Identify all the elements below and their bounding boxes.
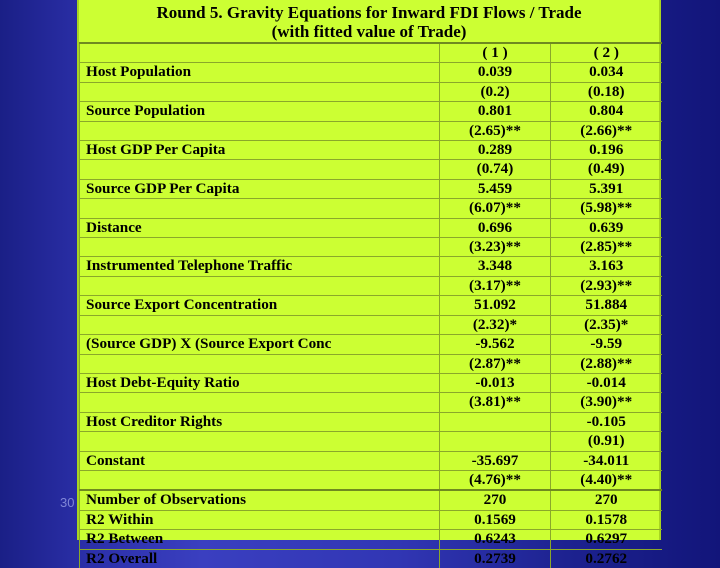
column-header-2: ( 2 ) [551, 43, 662, 63]
table-row [80, 393, 662, 412]
row-label: Host Creditor Rights [80, 412, 440, 431]
row-label [80, 276, 440, 295]
row-label [80, 82, 440, 101]
cell-col-2: 0.804 [551, 102, 662, 121]
cell-col-1 [440, 412, 551, 431]
table-row [80, 179, 662, 198]
cell-col-1: (2.65)** [440, 121, 551, 140]
stats-col-2: 0.2762 [551, 549, 662, 568]
cell-col-1: 51.092 [440, 296, 551, 315]
slide-number: 30 [60, 495, 75, 510]
cell-col-2: 0.196 [551, 141, 662, 160]
stats-col-2: 0.6297 [551, 530, 662, 549]
cell-col-1: 0.289 [440, 141, 551, 160]
cell-col-2: (3.90)** [551, 393, 662, 412]
stats-label: R2 Within [80, 510, 440, 529]
regression-table [79, 42, 662, 568]
column-header-1: ( 1 ) [440, 43, 551, 63]
table-row [80, 257, 662, 276]
cell-col-2: (2.35)* [551, 315, 662, 334]
stats-col-1: 0.1569 [440, 510, 551, 529]
stats-col-1: 270 [440, 490, 551, 510]
table-row [80, 373, 662, 392]
table-title-line-1: Round 5. Gravity Equations for Inward FDI Flows / Trade [156, 3, 582, 22]
cell-col-1: -0.013 [440, 373, 551, 392]
row-label: Source Export Concentration [80, 296, 440, 315]
cell-col-2: -34.011 [551, 451, 662, 470]
table-row [80, 412, 662, 431]
cell-col-2: (4.40)** [551, 470, 662, 490]
cell-col-2: -0.014 [551, 373, 662, 392]
row-label: Source GDP Per Capita [80, 179, 440, 198]
stats-col-1: 0.6243 [440, 530, 551, 549]
cell-col-2: (5.98)** [551, 199, 662, 218]
table-row [80, 102, 662, 121]
cell-col-2: 0.034 [551, 63, 662, 82]
cell-col-1: (3.17)** [440, 276, 551, 295]
row-label [80, 354, 440, 373]
cell-col-1: (3.23)** [440, 238, 551, 257]
row-label: Source Population [80, 102, 440, 121]
cell-col-1: -35.697 [440, 451, 551, 470]
cell-col-2: (2.66)** [551, 121, 662, 140]
row-label [80, 238, 440, 257]
cell-col-1: 0.039 [440, 63, 551, 82]
cell-col-2: (2.85)** [551, 238, 662, 257]
stats-row [80, 530, 662, 549]
table-row [80, 335, 662, 354]
table-row [80, 82, 662, 101]
cell-col-1 [440, 432, 551, 451]
cell-col-1: (2.32)* [440, 315, 551, 334]
cell-col-2: -9.59 [551, 335, 662, 354]
row-label: Instrumented Telephone Traffic [80, 257, 440, 276]
table-row [80, 199, 662, 218]
stats-label: Number of Observations [80, 490, 440, 510]
stats-label: R2 Between [80, 530, 440, 549]
row-label: Host Debt-Equity Ratio [80, 373, 440, 392]
cell-col-1: 3.348 [440, 257, 551, 276]
cell-col-1: -9.562 [440, 335, 551, 354]
stats-label: R2 Overall [80, 549, 440, 568]
cell-col-1: (0.74) [440, 160, 551, 179]
table-row [80, 432, 662, 451]
cell-col-2: (0.18) [551, 82, 662, 101]
cell-col-1: 5.459 [440, 179, 551, 198]
row-label [80, 160, 440, 179]
table-title [79, 0, 659, 42]
stats-row [80, 549, 662, 568]
table-row [80, 276, 662, 295]
table-row [80, 218, 662, 237]
row-label [80, 393, 440, 412]
cell-col-2: 0.639 [551, 218, 662, 237]
cell-col-1: (2.87)** [440, 354, 551, 373]
table-row [80, 238, 662, 257]
table-row [80, 160, 662, 179]
table-row [80, 141, 662, 160]
header-row [80, 43, 662, 63]
table-row [80, 121, 662, 140]
cell-col-2: 3.163 [551, 257, 662, 276]
row-label [80, 121, 440, 140]
row-label [80, 432, 440, 451]
cell-col-2: -0.105 [551, 412, 662, 431]
cell-col-1: 0.696 [440, 218, 551, 237]
stats-col-2: 0.1578 [551, 510, 662, 529]
cell-col-1: (4.76)** [440, 470, 551, 490]
table-row [80, 296, 662, 315]
cell-col-1: 0.801 [440, 102, 551, 121]
table-title-line-2: (with fitted value of Trade) [271, 22, 467, 41]
table-row [80, 470, 662, 490]
row-label: (Source GDP) X (Source Export Conc [80, 335, 440, 354]
table-row [80, 315, 662, 334]
stats-row [80, 510, 662, 529]
cell-col-1: (6.07)** [440, 199, 551, 218]
header-blank-cell [80, 43, 440, 63]
stats-col-1: 0.2739 [440, 549, 551, 568]
cell-col-1: (0.2) [440, 82, 551, 101]
row-label: Host GDP Per Capita [80, 141, 440, 160]
stats-col-2: 270 [551, 490, 662, 510]
row-label: Distance [80, 218, 440, 237]
cell-col-2: 5.391 [551, 179, 662, 198]
row-label [80, 315, 440, 334]
table-row [80, 63, 662, 82]
cell-col-2: 51.884 [551, 296, 662, 315]
table-row [80, 451, 662, 470]
regression-table-panel [77, 0, 661, 567]
cell-col-1: (3.81)** [440, 393, 551, 412]
cell-col-2: (0.49) [551, 160, 662, 179]
cell-col-2: (0.91) [551, 432, 662, 451]
row-label [80, 199, 440, 218]
cell-col-2: (2.93)** [551, 276, 662, 295]
row-label: Host Population [80, 63, 440, 82]
table-row [80, 354, 662, 373]
row-label: Constant [80, 451, 440, 470]
stats-row [80, 490, 662, 510]
cell-col-2: (2.88)** [551, 354, 662, 373]
row-label [80, 470, 440, 490]
